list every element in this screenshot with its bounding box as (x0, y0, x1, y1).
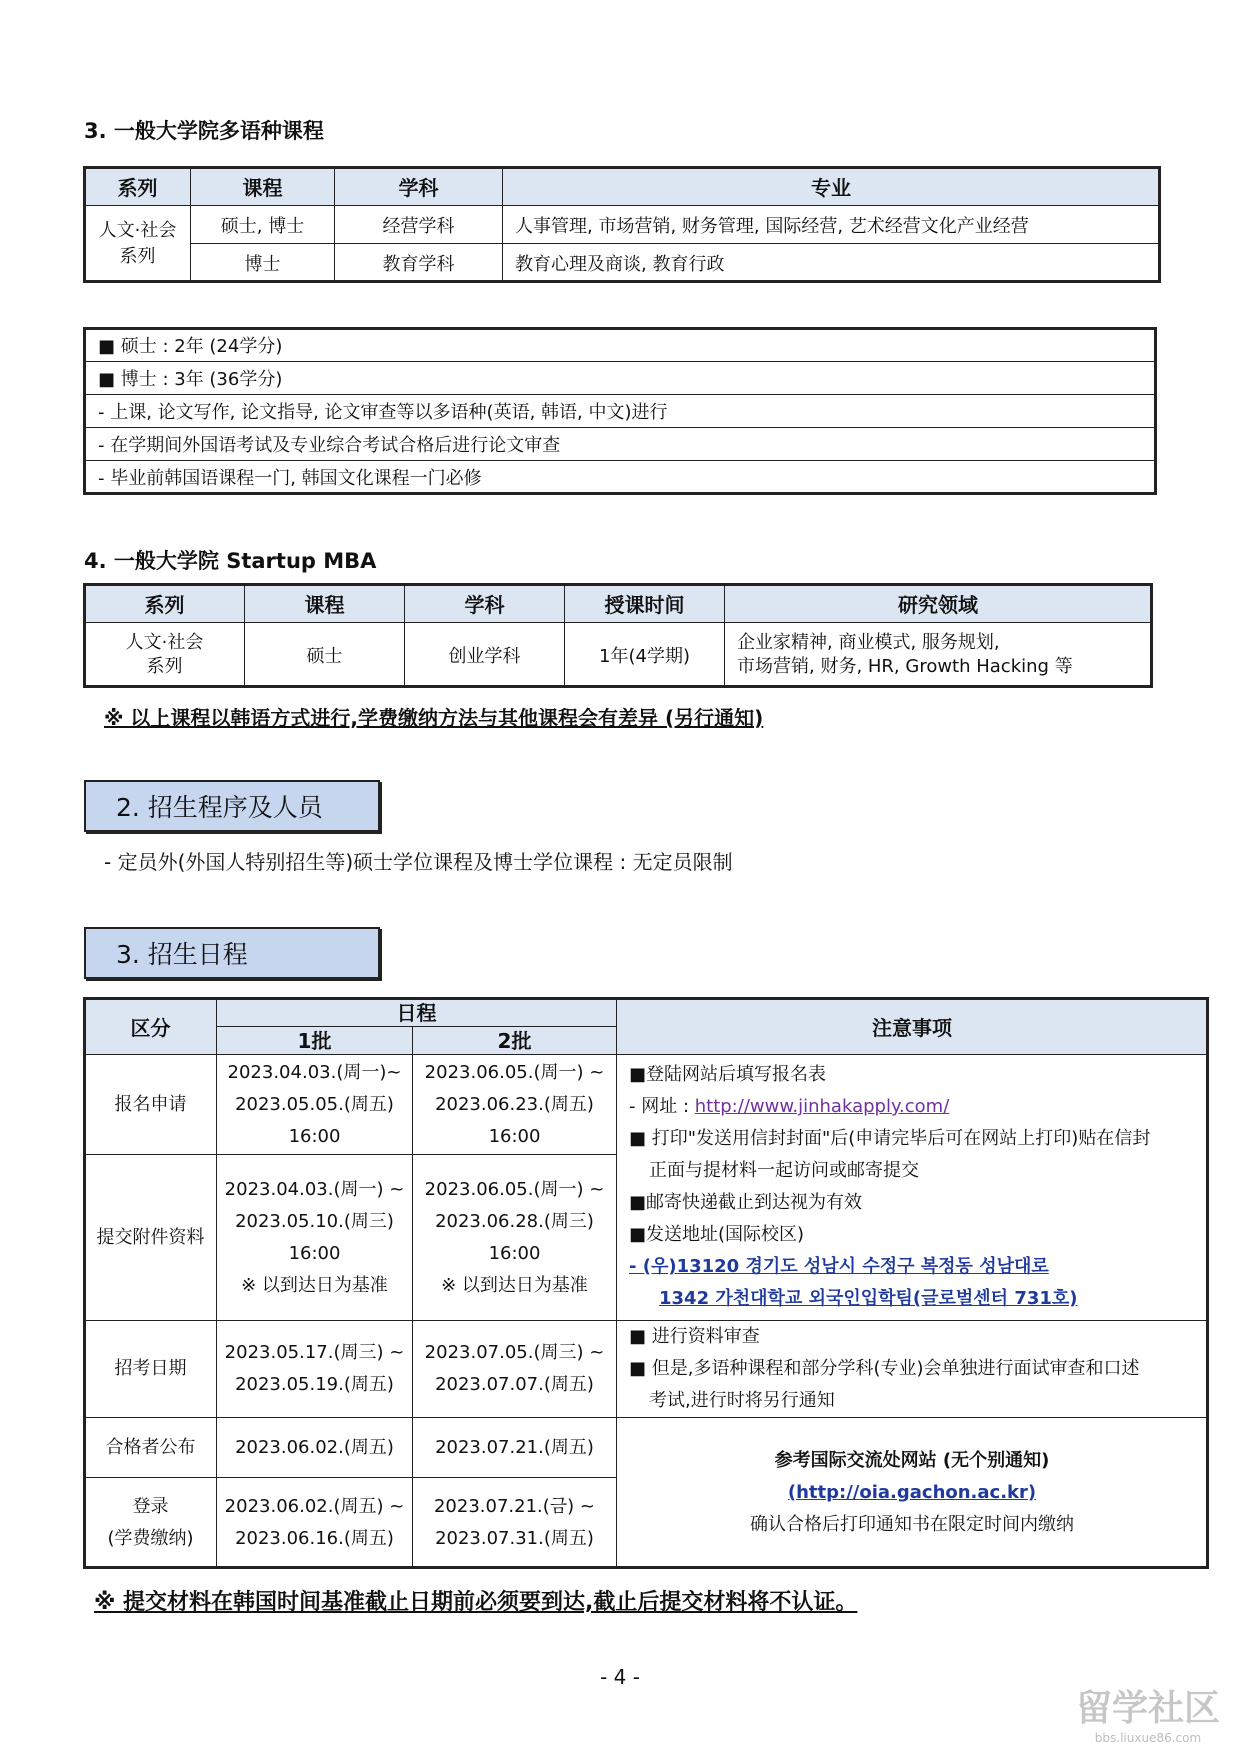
note-line: 考试,进行时将另行通知 (649, 1390, 835, 1411)
note-line: 确认合格后打印通知书在限定时间内缴纳 (750, 1513, 1074, 1535)
note-bullet-master: ■ 硕士 : 2年 (24学分) (84, 329, 1156, 362)
table-row (85, 1418, 1208, 1478)
mailing-address-line: - (우)13120 경기도 성남시 수정구 복정동 성남대로 (629, 1256, 1049, 1277)
series-cell: 人文·社会 系列 (85, 206, 191, 282)
mba-note: ※ 以上课程以韩语方式进行,学费缴纳方法与其他课程会有差异 (另行通知) (104, 706, 764, 730)
table-row (85, 206, 1160, 244)
th-division: 区分 (85, 999, 217, 1055)
note-dash: - 毕业前韩国语课程一门, 韩国文化课程一门必修 (84, 461, 1156, 494)
major-cell: 人事管理, 市场营销, 财务管理, 国际经营, 艺术经营文化产业经营 (503, 206, 1160, 244)
major-cell: 教育心理及商谈, 教育行政 (503, 244, 1160, 282)
date-line: 2023.06.28.(周三) (435, 1210, 594, 1232)
notes-cell-exam (617, 1321, 1208, 1418)
division-cell: 合格者公布 (85, 1418, 217, 1478)
division-cell: 招考日期 (85, 1321, 217, 1418)
division-cell: 提交附件资料 (85, 1155, 217, 1321)
mba-course-table (84, 584, 1152, 687)
research-field-line: 市场营销, 财务, HR, Growth Hacking 等 (737, 655, 1073, 677)
date-line: 2023.07.05.(周三) ~ (424, 1342, 605, 1363)
page-number: - 4 - (600, 1665, 640, 1689)
mailing-address-line: 1342 가천대학교 외국인입학팀(글로벌센터 731호) (659, 1288, 1078, 1309)
division-cell: 报名申请 (85, 1055, 217, 1155)
course-notes-box (84, 328, 1156, 494)
note-line: ■发送地址(国际校区) (629, 1224, 805, 1245)
note-line: - 网址 : http://www.jinhakapply.com/ (629, 1096, 950, 1117)
admission-schedule-table (84, 998, 1208, 1568)
th-series: 系列 (85, 585, 245, 623)
th-major: 专业 (503, 168, 1160, 206)
date-note: ※ 以到达日为基准 (441, 1274, 588, 1296)
date-line: 2023.06.23.(周五) (435, 1093, 594, 1115)
research-field-line: 企业家精神, 商业模式, 服务规划, (737, 631, 1000, 653)
multilingual-course-table (84, 167, 1160, 282)
table-row (85, 623, 1152, 687)
date-line: 2023.06.16.(周五) (235, 1527, 394, 1549)
table-row (85, 1055, 1208, 1155)
subject-cell: 教育学科 (335, 244, 503, 282)
note-line: ■ 但是,多语种课程和部分学科(专业)会单独进行面试审查和口述 (629, 1358, 1140, 1379)
th-series: 系列 (85, 168, 191, 206)
watermark-url: bbs.liuxue86.com (1094, 1731, 1202, 1745)
th-research-field: 研究领域 (725, 585, 1152, 623)
round-2-cell (413, 1055, 617, 1155)
date-note: ※ 以到达日为基准 (241, 1274, 388, 1296)
date-line: 2023.07.07.(周五) (435, 1374, 594, 1395)
section-title-mba: 4. 一般大学院 Startup MBA (84, 549, 377, 573)
date-line: 2023.04.03.(周一) ~ (224, 1178, 405, 1200)
note-line: ■ 打印"发送用信封封面"后(申请完毕后可在网站上打印)贴在信封 (629, 1128, 1151, 1149)
date-line: 2023.06.02.(周五) ~ (224, 1495, 405, 1517)
note-line: 参考国际交流处网站 (无个别通知) (774, 1449, 1050, 1471)
subject-cell: 创业学科 (405, 623, 565, 687)
table-row (85, 1321, 1208, 1418)
watermark-logo-text: 留学社区 (1075, 1688, 1220, 1729)
section-title-multilingual: 3. 一般大学院多语种课程 (84, 119, 324, 143)
note-line: ■登陆网站后填写报名表 (629, 1064, 827, 1085)
division-cell: 登录 (学费缴纳) (85, 1478, 217, 1568)
duration-cell: 1年(4学期) (565, 623, 725, 687)
th-duration: 授课时间 (565, 585, 725, 623)
watermark (1068, 1680, 1228, 1745)
oia-site-link[interactable]: (http://oia.gachon.ac.kr) (787, 1481, 1037, 1503)
course-cell: 硕士, 博士 (191, 206, 335, 244)
date-line: 16:00 (288, 1242, 341, 1264)
date-line: 2023.05.19.(周五) (235, 1374, 394, 1395)
course-cell: 博士 (191, 244, 335, 282)
notes-cell-registration (617, 1418, 1208, 1568)
research-field-cell (725, 623, 1152, 687)
th-round-2: 2批 (413, 1027, 617, 1055)
round-1-cell: 2023.06.02.(周五) (217, 1418, 413, 1478)
th-course: 课程 (191, 168, 335, 206)
note-dash: - 在学期间外国语考试及专业综合考试合格后进行论文审查 (84, 428, 1156, 461)
note-line: ■邮寄快递截止到达视为有效 (629, 1192, 863, 1213)
section-box-admission-quota (84, 780, 380, 832)
round-2-cell (413, 1155, 617, 1321)
th-notes: 注意事项 (617, 999, 1208, 1055)
subject-cell: 经营学科 (335, 206, 503, 244)
th-subject: 学科 (405, 585, 565, 623)
date-line: 16:00 (488, 1242, 541, 1264)
round-1-cell (217, 1321, 413, 1418)
date-line: 2023.07.31.(周五) (435, 1527, 594, 1549)
application-site-link[interactable]: http://www.jinhakapply.com/ (694, 1096, 950, 1117)
date-line: 16:00 (488, 1125, 541, 1147)
th-subject: 学科 (335, 168, 503, 206)
date-line: 16:00 (288, 1125, 341, 1147)
round-1-cell (217, 1055, 413, 1155)
notes-cell-application (617, 1055, 1208, 1321)
quota-text: - 定员外(外国人特别招生等)硕士学位课程及博士学位课程 : 无定员限制 (104, 850, 733, 874)
note-dash: - 上课, 论文写作, 论文指导, 论文审查等以多语种(英语, 韩语, 中文)进行 (84, 395, 1156, 428)
th-round-1: 1批 (217, 1027, 413, 1055)
date-line: 2023.07.21.(금) ~ (433, 1495, 596, 1517)
note-line: 正面与提材料一起访问或邮寄提交 (649, 1160, 919, 1181)
date-line: 2023.06.05.(周一) ~ (424, 1178, 605, 1200)
note-line: ■ 进行资料审查 (629, 1326, 760, 1347)
date-line: 2023.06.05.(周一) ~ (424, 1061, 605, 1083)
section-box-title: 3. 招生日程 (116, 940, 248, 969)
round-2-cell: 2023.07.21.(周五) (413, 1418, 617, 1478)
note-bullet-doctor: ■ 博士 : 3年 (36学分) (84, 362, 1156, 395)
final-note: ※ 提交材料在韩国时间基准截止日期前必须要到达,截止后提交材料将不认证。 (94, 1590, 858, 1615)
date-line: 2023.05.17.(周三) ~ (224, 1342, 405, 1363)
round-2-cell (413, 1478, 617, 1568)
date-line: 2023.04.03.(周一)~ (227, 1061, 402, 1083)
date-line: 2023.05.10.(周三) (235, 1210, 394, 1232)
th-schedule: 日程 (217, 999, 617, 1027)
course-cell: 硕士 (245, 623, 405, 687)
round-1-cell (217, 1478, 413, 1568)
round-1-cell (217, 1155, 413, 1321)
table-row (85, 244, 1160, 282)
section-box-schedule (84, 927, 380, 979)
date-line: 2023.05.05.(周五) (235, 1093, 394, 1115)
th-course: 课程 (245, 585, 405, 623)
section-box-title: 2. 招生程序及人员 (116, 793, 323, 822)
round-2-cell (413, 1321, 617, 1418)
series-cell: 人文·社会 系列 (85, 623, 245, 687)
